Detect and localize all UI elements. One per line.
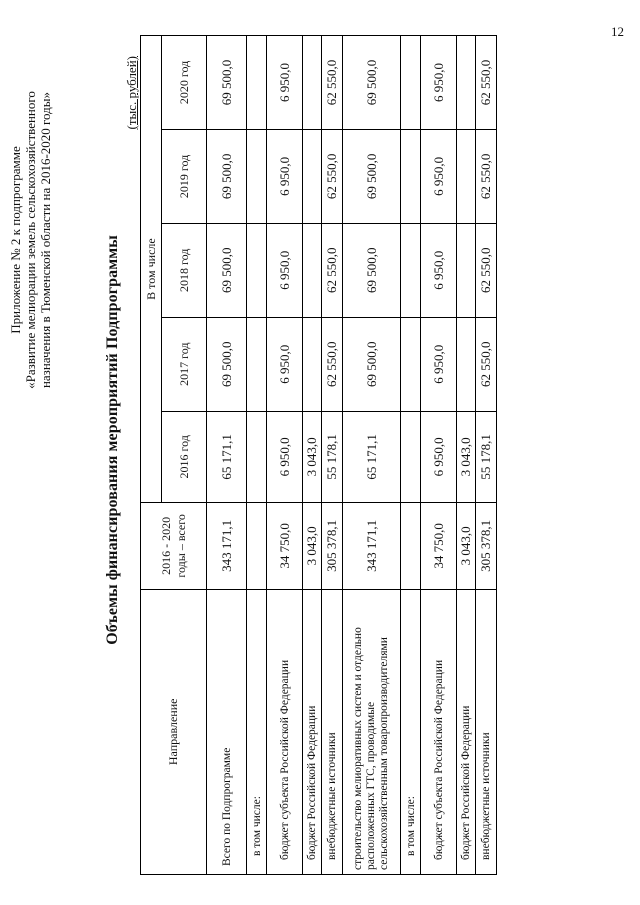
cell-2020: 62 550,0 [476,36,497,130]
cell-2018: 69 500,0 [207,223,247,317]
row-label: строительство мелиоративных систем и отдельно расположенных ГТС, проводимые сельскохозяйственным товаропроизводителями [343,589,401,874]
cell-2017: 62 550,0 [476,317,497,411]
table-row [303,36,322,875]
appendix-line-1: Приложение № 2 к подпрограмме [8,146,23,334]
cell-2018 [457,223,476,317]
cell-2017: 69 500,0 [207,317,247,411]
table-row [457,36,476,875]
cell-2019: 6 950,0 [421,129,457,223]
header-total [141,503,207,590]
row-label: бюджет субъекта Российской Федерации [267,589,303,874]
row-label: в том числе: [247,589,267,874]
row-total: 343 171,1 [207,503,247,590]
cell-2018 [401,223,421,317]
cell-2017: 62 550,0 [322,317,343,411]
row-total [247,503,267,590]
cell-2020: 6 950,0 [267,36,303,130]
page-number: 12 [611,24,624,39]
table-row [343,36,401,875]
row-label: в том числе: [401,589,421,874]
row-label: внебюджетные источники [476,589,497,874]
row-total: 3 043,0 [303,503,322,590]
header-year-2016: 2016 год [162,411,207,502]
appendix-note [8,75,53,405]
cell-2017: 6 950,0 [421,317,457,411]
cell-2020 [247,36,267,130]
cell-2019: 62 550,0 [322,129,343,223]
cell-2018 [303,223,322,317]
row-total: 34 750,0 [267,503,303,590]
cell-2016: 65 171,1 [343,411,401,502]
row-label: бюджет Российской Федерации [457,589,476,874]
table-row [207,36,247,875]
header-including: В том числе [141,36,162,503]
row-total: 3 043,0 [457,503,476,590]
table-row [401,36,421,875]
row-total: 34 750,0 [421,503,457,590]
cell-2019: 69 500,0 [343,129,401,223]
cell-2019: 69 500,0 [207,129,247,223]
financing-table [140,35,497,875]
cell-2019 [457,129,476,223]
cell-2016: 3 043,0 [457,411,476,502]
table-row [476,36,497,875]
row-label: Всего по Подпрограмме [207,589,247,874]
table-row [322,36,343,875]
cell-2016: 65 171,1 [207,411,247,502]
row-total: 343 171,1 [343,503,401,590]
header-total-line2: годы – всего [173,514,188,578]
cell-2020: 6 950,0 [421,36,457,130]
cell-2016: 55 178,1 [476,411,497,502]
cell-2017 [303,317,322,411]
cell-2019 [303,129,322,223]
units-note: (тыс. рублей) [124,56,139,130]
cell-2018: 69 500,0 [343,223,401,317]
header-year-2020: 2020 год [162,36,207,130]
document-title: Объемы финансирования мероприятий Подпрограммы [104,235,121,645]
cell-2018 [247,223,267,317]
cell-2020: 69 500,0 [343,36,401,130]
row-total: 305 378,1 [322,503,343,590]
cell-2018: 6 950,0 [421,223,457,317]
cell-2016: 6 950,0 [267,411,303,502]
row-total [401,503,421,590]
cell-2020 [303,36,322,130]
cell-2017: 6 950,0 [267,317,303,411]
cell-2020 [457,36,476,130]
cell-2016: 55 178,1 [322,411,343,502]
cell-2018: 62 550,0 [322,223,343,317]
cell-2019 [401,129,421,223]
row-label: бюджет Российской Федерации [303,589,322,874]
appendix-line-2: «Развитие мелиорации земель сельскохозяйственного [23,91,38,389]
table-row [267,36,303,875]
header-year-2018: 2018 год [162,223,207,317]
cell-2018: 6 950,0 [267,223,303,317]
cell-2018: 62 550,0 [476,223,497,317]
cell-2016: 6 950,0 [421,411,457,502]
cell-2020: 69 500,0 [207,36,247,130]
header-direction: Направление [141,589,207,874]
header-year-2017: 2017 год [162,317,207,411]
cell-2016 [401,411,421,502]
cell-2016: 3 043,0 [303,411,322,502]
cell-2020 [401,36,421,130]
cell-2017 [247,317,267,411]
table-row [421,36,457,875]
table-row [247,36,267,875]
cell-2019: 62 550,0 [476,129,497,223]
row-label: внебюджетные источники [322,589,343,874]
cell-2016 [247,411,267,502]
cell-2017 [401,317,421,411]
cell-2017 [457,317,476,411]
row-total: 305 378,1 [476,503,497,590]
header-year-2019: 2019 год [162,129,207,223]
cell-2019: 6 950,0 [267,129,303,223]
cell-2020: 62 550,0 [322,36,343,130]
appendix-line-3: назначения в Тюменской области на 2016-2020 годы» [38,91,53,389]
cell-2017: 69 500,0 [343,317,401,411]
cell-2019 [247,129,267,223]
header-total-line1: 2016 - 2020 [158,516,173,575]
row-label: бюджет субъекта Российской Федерации [421,589,457,874]
